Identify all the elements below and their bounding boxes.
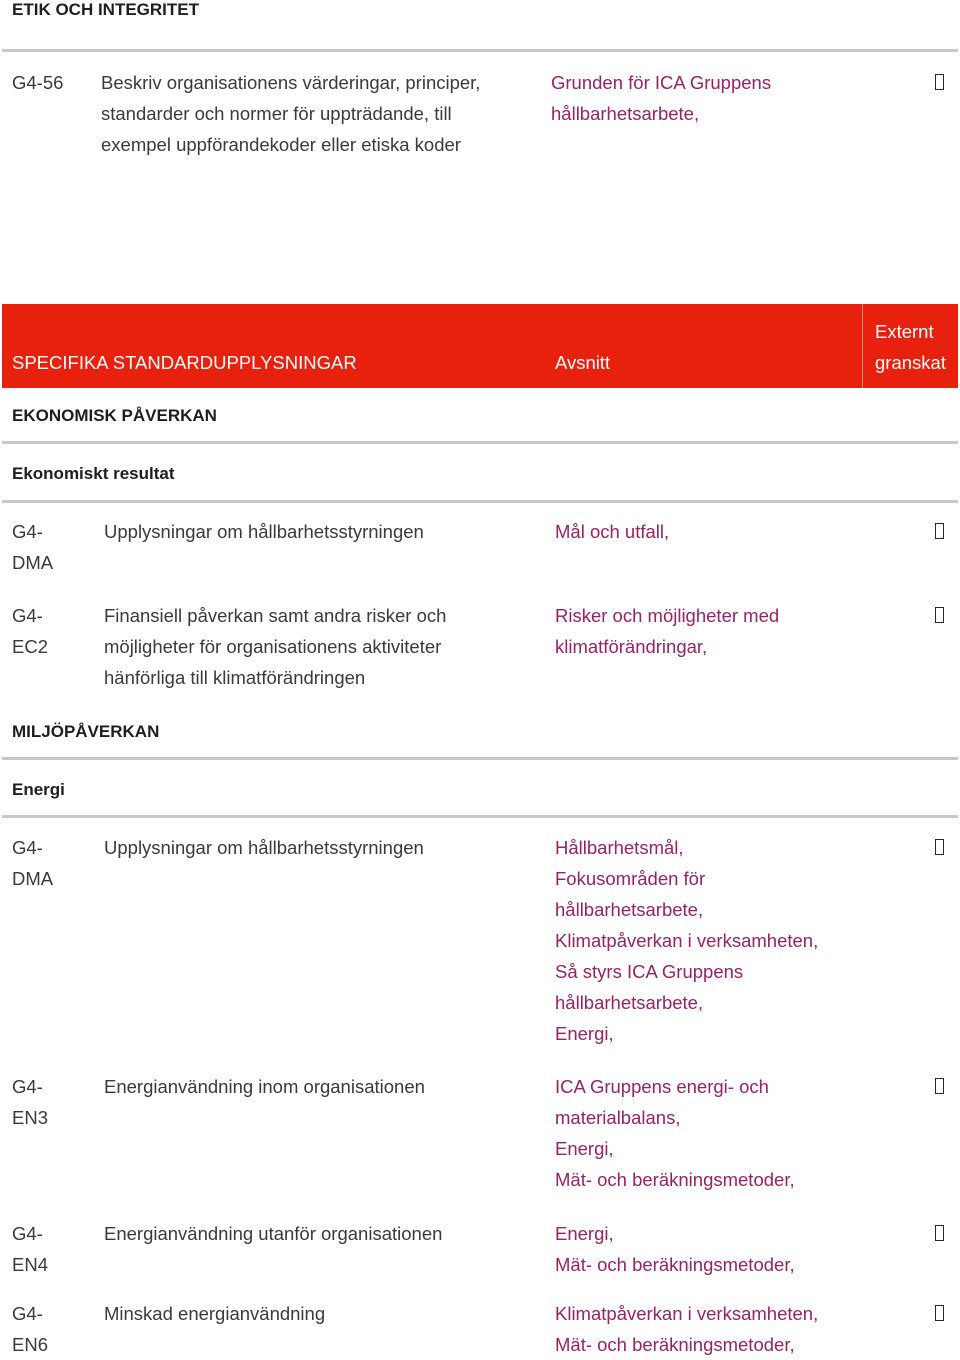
section-reference-link[interactable] bbox=[555, 516, 915, 547]
section-reference-link[interactable] bbox=[555, 832, 915, 863]
link-line: Mät- och beräkningsmetoder, bbox=[555, 1334, 795, 1355]
header-externally-reviewed-label bbox=[875, 316, 946, 378]
section-reference-link[interactable] bbox=[555, 1218, 915, 1249]
description-line: Energianvändning inom organisationen bbox=[104, 1076, 425, 1097]
section-reference-link[interactable] bbox=[555, 1164, 915, 1195]
externally-reviewed-icon bbox=[935, 1078, 944, 1094]
externally-reviewed-icon bbox=[935, 74, 944, 90]
description-line: hänförliga till klimatförändringen bbox=[104, 667, 366, 688]
link-line: Fokusområden för bbox=[555, 868, 706, 889]
subsection-heading-energy: Energi bbox=[12, 780, 65, 799]
header-label-line: Externt bbox=[875, 321, 934, 342]
indicator-code-line: DMA bbox=[12, 868, 54, 889]
link-line: Klimatpåverkan i verksamheten, bbox=[555, 930, 819, 951]
header-column-divider bbox=[862, 304, 863, 388]
description-line: Beskriv organisationens värderingar, principer, bbox=[101, 72, 481, 93]
indicator-code-line: G4- bbox=[12, 521, 43, 542]
indicator-code-line: EN6 bbox=[12, 1334, 48, 1355]
standard-disclosures-header bbox=[2, 304, 958, 388]
description-line: Finansiell påverkan samt andra risker och bbox=[104, 605, 447, 626]
indicator-code-line: EN4 bbox=[12, 1254, 48, 1275]
section-heading-ethics: ETIK OCH INTEGRITET bbox=[12, 0, 199, 19]
section-reference-link[interactable] bbox=[555, 925, 915, 956]
externally-reviewed-icon bbox=[935, 607, 944, 623]
indicator-code bbox=[12, 600, 48, 662]
section-reference-link[interactable] bbox=[555, 1018, 915, 1049]
section-divider bbox=[2, 757, 958, 760]
externally-reviewed-icon bbox=[935, 1225, 944, 1241]
indicator-code bbox=[12, 1298, 48, 1360]
indicator-code bbox=[12, 1071, 48, 1133]
section-references bbox=[551, 67, 911, 129]
header-label-line: granskat bbox=[875, 352, 946, 373]
description-line: Upplysningar om hållbarhetsstyrningen bbox=[104, 521, 424, 542]
link-line: Energi, bbox=[555, 1223, 614, 1244]
description-line: exempel uppförandekoder eller etiska koder bbox=[101, 134, 461, 155]
section-divider bbox=[2, 441, 958, 444]
section-references bbox=[555, 600, 915, 662]
indicator-code-line: G4- bbox=[12, 837, 43, 858]
section-references bbox=[555, 1298, 915, 1360]
section-references bbox=[555, 1071, 915, 1195]
section-divider bbox=[2, 500, 958, 503]
header-disclosures-label: SPECIFIKA STANDARDUPPLYSNINGAR bbox=[12, 352, 357, 373]
section-reference-link[interactable] bbox=[555, 1329, 915, 1360]
section-divider bbox=[2, 49, 958, 52]
link-line: Klimatpåverkan i verksamheten, bbox=[555, 1303, 819, 1324]
section-reference-link[interactable] bbox=[555, 1298, 915, 1329]
description-line: standarder och normer för uppträdande, till bbox=[101, 103, 452, 124]
indicator-description bbox=[104, 1218, 544, 1249]
indicator-code-line: G4-56 bbox=[12, 72, 64, 93]
link-line: hållbarhetsarbete, bbox=[555, 992, 704, 1013]
indicator-description bbox=[101, 67, 541, 160]
description-line: Minskad energianvändning bbox=[104, 1303, 326, 1324]
indicator-code bbox=[12, 67, 63, 98]
header-section-label: Avsnitt bbox=[555, 352, 611, 373]
link-line: Energi, bbox=[555, 1138, 614, 1159]
section-reference-link[interactable] bbox=[555, 863, 915, 925]
link-line: Risker och möjligheter med bbox=[555, 605, 780, 626]
link-line: klimatförändringar, bbox=[555, 636, 708, 657]
indicator-description bbox=[104, 600, 544, 693]
indicator-code bbox=[12, 516, 53, 578]
externally-reviewed-icon bbox=[935, 523, 944, 539]
indicator-description bbox=[104, 1071, 544, 1102]
link-line: Hållbarhetsmål, bbox=[555, 837, 684, 858]
section-reference-link[interactable] bbox=[551, 67, 911, 129]
indicator-code-line: EC2 bbox=[12, 636, 48, 657]
link-line: hållbarhetsarbete, bbox=[551, 103, 700, 124]
indicator-code-line: EN3 bbox=[12, 1107, 48, 1128]
indicator-code-line: G4- bbox=[12, 605, 43, 626]
indicator-code-line: G4- bbox=[12, 1076, 43, 1097]
indicator-code bbox=[12, 1218, 48, 1280]
section-reference-link[interactable] bbox=[555, 1133, 915, 1164]
link-line: Energi, bbox=[555, 1023, 614, 1044]
section-divider bbox=[2, 815, 958, 818]
section-heading-economic: EKONOMISK PÅVERKAN bbox=[12, 406, 217, 425]
section-reference-link[interactable] bbox=[555, 1249, 915, 1280]
indicator-code bbox=[12, 832, 53, 894]
externally-reviewed-icon bbox=[935, 839, 944, 855]
section-references bbox=[555, 1218, 915, 1280]
indicator-description bbox=[104, 1298, 544, 1329]
link-line: materialbalans, bbox=[555, 1107, 681, 1128]
link-line: Mät- och beräkningsmetoder, bbox=[555, 1169, 795, 1190]
description-line: Energianvändning utanför organisationen bbox=[104, 1223, 443, 1244]
indicator-code-line: G4- bbox=[12, 1223, 43, 1244]
link-line: ICA Gruppens energi- och bbox=[555, 1076, 769, 1097]
indicator-code-line: G4- bbox=[12, 1303, 43, 1324]
link-line: Så styrs ICA Gruppens bbox=[555, 961, 744, 982]
section-heading-environmental: MILJÖPÅVERKAN bbox=[12, 722, 160, 741]
indicator-description bbox=[104, 516, 544, 547]
externally-reviewed-icon bbox=[935, 1305, 944, 1321]
link-line: hållbarhetsarbete, bbox=[555, 899, 704, 920]
link-line: Mål och utfall, bbox=[555, 521, 670, 542]
link-line: Mät- och beräkningsmetoder, bbox=[555, 1254, 795, 1275]
indicator-code-line: DMA bbox=[12, 552, 54, 573]
section-references bbox=[555, 516, 915, 547]
section-reference-link[interactable] bbox=[555, 956, 915, 1018]
description-line: möjligheter för organisationens aktiviteter bbox=[104, 636, 442, 657]
subsection-heading-economic-result: Ekonomiskt resultat bbox=[12, 464, 175, 483]
section-reference-link[interactable] bbox=[555, 600, 915, 662]
description-line: Upplysningar om hållbarhetsstyrningen bbox=[104, 837, 424, 858]
section-references bbox=[555, 832, 915, 1049]
indicator-description bbox=[104, 832, 544, 863]
link-line: Grunden för ICA Gruppens bbox=[551, 72, 772, 93]
section-reference-link[interactable] bbox=[555, 1071, 915, 1133]
